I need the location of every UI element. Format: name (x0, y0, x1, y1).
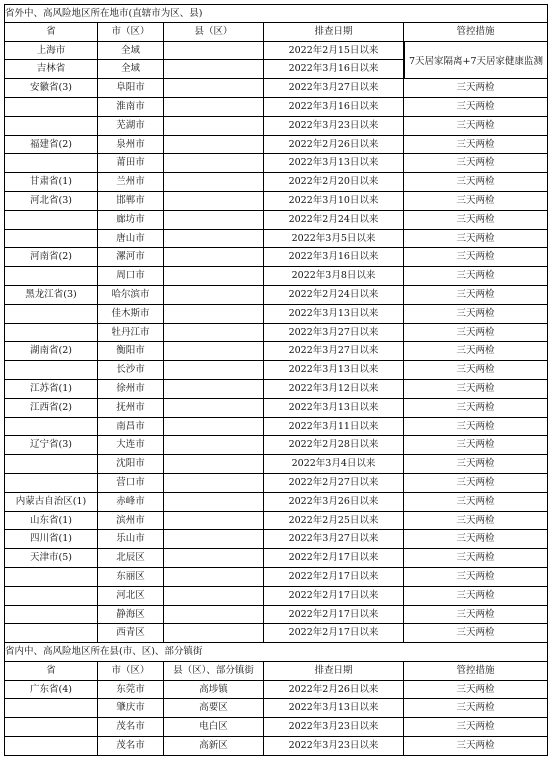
county-cell (164, 60, 264, 78)
city-cell: 市（区） (98, 662, 164, 680)
county-cell: 县（区）、部分镇街 (164, 662, 264, 680)
province-cell (4, 154, 98, 172)
province-cell: 山东省(1) (4, 512, 98, 530)
measure-cell: 三天两检 (404, 512, 548, 530)
province-cell: 黑龙江省(3) (4, 286, 98, 304)
province-cell: 江苏省(1) (4, 380, 98, 398)
table-row (4, 474, 548, 493)
table-row (4, 380, 548, 399)
measure-cell: 三天两检 (404, 192, 548, 210)
province-cell (4, 324, 98, 342)
county-cell (164, 418, 264, 436)
date-cell: 2022年3月13日以来 (264, 305, 404, 323)
date-cell: 2022年3月27日以来 (264, 79, 404, 97)
county-cell (164, 587, 264, 605)
city-cell: 全域 (98, 60, 164, 78)
county-cell: 高埗镇 (164, 681, 264, 699)
measure-cell: 三天两检 (404, 606, 548, 624)
measure-cell: 三天两检 (404, 474, 548, 492)
province-cell: 江西省(2) (4, 399, 98, 417)
date-cell: 2022年2月17日以来 (264, 606, 404, 624)
province-cell: 省 (4, 662, 98, 680)
measure-cell: 三天两检 (404, 624, 548, 642)
county-cell (164, 436, 264, 454)
city-cell: 兰州市 (98, 173, 164, 191)
county-cell (164, 361, 264, 379)
date-cell: 2022年2月20日以来 (264, 173, 404, 191)
measure-cell: 三天两检 (404, 361, 548, 379)
table-row (4, 286, 548, 305)
province-cell: 甘肃省(1) (4, 173, 98, 191)
table-row (4, 455, 548, 474)
city-cell: 淮南市 (98, 98, 164, 116)
table-row (4, 342, 548, 361)
section-title: 省内中、高风险地区所在县(市、区)、部分镇街 (4, 643, 548, 662)
city-cell: 泉州市 (98, 136, 164, 154)
date-cell: 2022年3月27日以来 (264, 530, 404, 548)
province-cell (4, 587, 98, 605)
date-cell: 2022年2月17日以来 (264, 568, 404, 586)
measure-cell: 三天两检 (404, 136, 548, 154)
table-row (4, 737, 548, 756)
province-cell: 河北省(3) (4, 192, 98, 210)
risk-area-table (4, 4, 548, 756)
date-cell: 2022年3月16日以来 (264, 60, 404, 78)
province-cell: 省 (4, 23, 98, 41)
city-cell: 衡阳市 (98, 342, 164, 360)
date-cell: 2022年3月23日以来 (264, 718, 404, 736)
province-cell: 河南省(2) (4, 248, 98, 266)
date-cell: 2022年3月23日以来 (264, 737, 404, 755)
county-cell: 县（区） (164, 23, 264, 41)
province-cell (4, 568, 98, 586)
city-cell: 莆田市 (98, 154, 164, 172)
table-row (4, 436, 548, 455)
date-cell: 2022年3月4日以来 (264, 455, 404, 473)
measure-cell: 三天两检 (404, 380, 548, 398)
province-cell (4, 117, 98, 135)
measure-cell: 三天两检 (404, 173, 548, 191)
date-cell: 2022年2月17日以来 (264, 624, 404, 642)
city-cell: 大连市 (98, 436, 164, 454)
county-cell (164, 380, 264, 398)
city-cell: 东丽区 (98, 568, 164, 586)
measure-cell: 三天两检 (404, 342, 548, 360)
table-row (4, 399, 548, 418)
date-cell: 2022年3月13日以来 (264, 361, 404, 379)
county-cell (164, 305, 264, 323)
province-cell (4, 737, 98, 755)
header-row (4, 662, 548, 681)
city-cell: 营口市 (98, 474, 164, 492)
county-cell: 高新区 (164, 737, 264, 755)
measure-cell: 三天两检 (404, 455, 548, 473)
merged-measure-cell: 7天居家隔离+7天居家健康监测 (404, 42, 548, 80)
county-cell (164, 474, 264, 492)
table-row (4, 718, 548, 737)
table-row (4, 117, 548, 136)
table-row (4, 606, 548, 625)
measure-cell: 管控措施 (404, 23, 548, 41)
county-cell (164, 154, 264, 172)
date-cell: 2022年3月16日以来 (264, 248, 404, 266)
measure-cell: 三天两检 (404, 549, 548, 567)
date-cell: 2022年3月8日以来 (264, 267, 404, 285)
date-cell: 2022年3月5日以来 (264, 230, 404, 248)
county-cell (164, 98, 264, 116)
table-row (4, 98, 548, 117)
table-row (4, 418, 548, 437)
city-cell: 长沙市 (98, 361, 164, 379)
table-row (4, 587, 548, 606)
county-cell (164, 342, 264, 360)
province-cell (4, 305, 98, 323)
measure-cell: 三天两检 (404, 530, 548, 548)
city-cell: 徐州市 (98, 380, 164, 398)
measure-cell: 三天两检 (404, 681, 548, 699)
province-cell: 上海市 (4, 42, 98, 60)
measure-cell: 三天两检 (404, 267, 548, 285)
county-cell (164, 399, 264, 417)
city-cell: 哈尔滨市 (98, 286, 164, 304)
city-cell: 周口市 (98, 267, 164, 285)
county-cell (164, 324, 264, 342)
date-cell: 2022年2月26日以来 (264, 136, 404, 154)
city-cell: 茂名市 (98, 718, 164, 736)
measure-cell: 三天两检 (404, 324, 548, 342)
measure-cell: 三天两检 (404, 154, 548, 172)
table-row (4, 681, 548, 700)
city-cell: 佳木斯市 (98, 305, 164, 323)
date-cell: 2022年2月24日以来 (264, 211, 404, 229)
table-row (4, 267, 548, 286)
measure-cell: 三天两检 (404, 587, 548, 605)
province-cell (4, 98, 98, 116)
date-cell: 2022年3月23日以来 (264, 117, 404, 135)
province-cell: 福建省(2) (4, 136, 98, 154)
measure-cell: 三天两检 (404, 248, 548, 266)
measure-cell: 三天两检 (404, 436, 548, 454)
date-cell: 2022年3月13日以来 (264, 699, 404, 717)
city-cell: 南昌市 (98, 418, 164, 436)
city-cell: 东莞市 (98, 681, 164, 699)
county-cell (164, 248, 264, 266)
measure-cell: 三天两检 (404, 568, 548, 586)
table-row (4, 136, 548, 155)
province-cell (4, 718, 98, 736)
city-cell: 肇庆市 (98, 699, 164, 717)
date-cell: 2022年2月27日以来 (264, 474, 404, 492)
measure-cell: 三天两检 (404, 98, 548, 116)
county-cell (164, 211, 264, 229)
city-cell: 乐山市 (98, 530, 164, 548)
county-cell (164, 512, 264, 530)
city-cell: 廊坊市 (98, 211, 164, 229)
table-row (4, 699, 548, 718)
province-cell: 湖南省(2) (4, 342, 98, 360)
city-cell: 北辰区 (98, 549, 164, 567)
date-cell: 2022年2月17日以来 (264, 549, 404, 567)
header-row (4, 23, 548, 42)
city-cell: 抚州市 (98, 399, 164, 417)
date-cell: 2022年3月26日以来 (264, 493, 404, 511)
table-row (4, 549, 548, 568)
measure-cell: 三天两检 (404, 230, 548, 248)
city-cell: 滨州市 (98, 512, 164, 530)
province-cell: 天津市(5) (4, 549, 98, 567)
measure-cell: 三天两检 (404, 493, 548, 511)
table-row (4, 624, 548, 643)
measure-cell: 三天两检 (404, 117, 548, 135)
date-cell: 2022年2月25日以来 (264, 512, 404, 530)
province-cell (4, 474, 98, 492)
county-cell: 高要区 (164, 699, 264, 717)
city-cell: 赤峰市 (98, 493, 164, 511)
province-cell (4, 230, 98, 248)
measure-cell: 三天两检 (404, 211, 548, 229)
province-cell (4, 267, 98, 285)
province-cell: 内蒙古自治区(1) (4, 493, 98, 511)
county-cell (164, 455, 264, 473)
date-cell: 2022年2月24日以来 (264, 286, 404, 304)
date-cell: 2022年3月13日以来 (264, 399, 404, 417)
province-cell (4, 361, 98, 379)
measure-cell: 三天两检 (404, 699, 548, 717)
table-row (4, 493, 548, 512)
table-row (4, 230, 548, 249)
county-cell (164, 136, 264, 154)
date-cell: 2022年2月26日以来 (264, 681, 404, 699)
city-cell: 河北区 (98, 587, 164, 605)
province-cell: 辽宁省(3) (4, 436, 98, 454)
table-row (4, 79, 548, 98)
province-cell (4, 455, 98, 473)
city-cell: 阜阳市 (98, 79, 164, 97)
table-row (4, 305, 548, 324)
table-row (4, 211, 548, 230)
measure-cell: 三天两检 (404, 399, 548, 417)
province-cell (4, 699, 98, 717)
county-cell (164, 267, 264, 285)
table-row (4, 324, 548, 343)
date-cell: 2022年3月27日以来 (264, 342, 404, 360)
table-row (4, 248, 548, 267)
county-cell (164, 530, 264, 548)
date-cell: 2022年3月10日以来 (264, 192, 404, 210)
province-cell (4, 418, 98, 436)
city-cell: 漯河市 (98, 248, 164, 266)
measure-cell: 三天两检 (404, 286, 548, 304)
province-cell (4, 624, 98, 642)
date-cell: 2022年2月17日以来 (264, 587, 404, 605)
measure-cell: 三天两检 (404, 79, 548, 97)
city-cell: 唐山市 (98, 230, 164, 248)
city-cell: 静海区 (98, 606, 164, 624)
county-cell (164, 230, 264, 248)
measure-cell: 三天两检 (404, 305, 548, 323)
city-cell: 牡丹江市 (98, 324, 164, 342)
county-cell (164, 286, 264, 304)
table-row (4, 192, 548, 211)
city-cell: 西青区 (98, 624, 164, 642)
county-cell (164, 117, 264, 135)
date-cell: 2022年3月13日以来 (264, 154, 404, 172)
date-cell: 2022年3月16日以来 (264, 98, 404, 116)
date-cell: 排查日期 (264, 23, 404, 41)
county-cell (164, 42, 264, 60)
county-cell: 电白区 (164, 718, 264, 736)
table-row (4, 530, 548, 549)
table-row (4, 154, 548, 173)
province-cell (4, 606, 98, 624)
city-cell: 全域 (98, 42, 164, 60)
county-cell (164, 568, 264, 586)
county-cell (164, 549, 264, 567)
section-title: 省外中、高风险地区所在地市(直辖市为区、县) (4, 4, 548, 23)
province-cell: 广东省(4) (4, 681, 98, 699)
table-row (4, 361, 548, 380)
date-cell: 2022年2月15日以来 (264, 42, 404, 60)
date-cell: 2022年3月12日以来 (264, 380, 404, 398)
city-cell: 市（区） (98, 23, 164, 41)
city-cell: 沈阳市 (98, 455, 164, 473)
county-cell (164, 192, 264, 210)
table-row (4, 568, 548, 587)
county-cell (164, 79, 264, 97)
province-cell (4, 211, 98, 229)
measure-cell: 三天两检 (404, 737, 548, 755)
measure-cell: 三天两检 (404, 418, 548, 436)
table-row (4, 512, 548, 531)
city-cell: 茂名市 (98, 737, 164, 755)
date-cell: 2022年3月27日以来 (264, 324, 404, 342)
province-cell: 安徽省(3) (4, 79, 98, 97)
county-cell (164, 606, 264, 624)
county-cell (164, 493, 264, 511)
province-cell: 吉林省 (4, 60, 98, 78)
county-cell (164, 173, 264, 191)
measure-cell: 管控措施 (404, 662, 548, 680)
province-cell: 四川省(1) (4, 530, 98, 548)
date-cell: 2022年2月28日以来 (264, 436, 404, 454)
city-cell: 芜湖市 (98, 117, 164, 135)
county-cell (164, 624, 264, 642)
city-cell: 邯郸市 (98, 192, 164, 210)
date-cell: 排查日期 (264, 662, 404, 680)
date-cell: 2022年3月11日以来 (264, 418, 404, 436)
table-row (4, 173, 548, 192)
measure-cell: 三天两检 (404, 718, 548, 736)
